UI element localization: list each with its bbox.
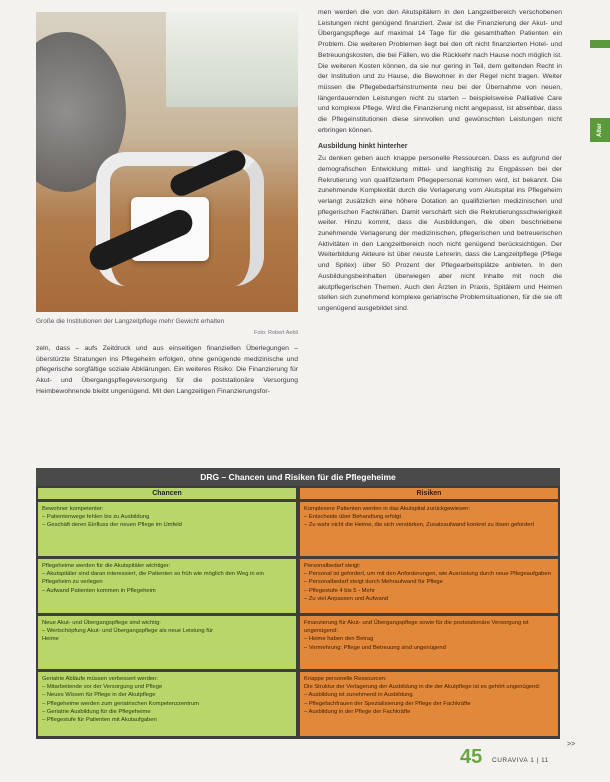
table-cell-line: – Neues Wissen für Pflege in der Akutpflege [42, 692, 156, 699]
table-cell-line: – Entscheide über Behandlung erfolgt [304, 514, 402, 521]
table-cell-line: – Ausbildung in der Pflege der Fachkräfte [304, 708, 411, 715]
right-column [318, 8, 562, 315]
right-column-heading: Ausbildung hinkt hinterher [318, 143, 408, 151]
chances-risks-table [36, 468, 560, 739]
table-cell-line: – Personal ist gefordert, um mit den Anforderungen, wie Ausrüstung durch neue Pflegeaufgaben [304, 571, 551, 578]
table-cell-chance [38, 672, 296, 736]
right-column-intro: men werden die von den Akutspitälern in den Langzeitbereich verschobenen Leistungen nicht genügend finanziert. Zwar ist die Finanzierung der Akut- und Übergangspflege auf maximal 14 Tage für die gesamthaften Patienten ein Problem. Die weiteren Problemen liegt bei den oft nicht finanzierten Hotel- und Betreuungskosten, die bei Fällen, wo die Rückkehr nach Hause noch möglich ist. Die weiteren Kosten können, da sie nur gering in Teil, dem geltenden Recht in der Institution und zu Hause, die Bewohner in der Regel nicht tragen. Weiter müssen die Pflegebedarfsinstrumente neu bei der Übernahme von neuen, längerdauernden Leistungen nicht zu starten – beispielsweise Palliative Care und komplexe Pflege. Wird die Finanzierung nicht angepasst, ist absehbar, dass die Pflegeinstitutionen diese sinnvollen und gewünschten Leistungen nicht erbringen können. [318, 9, 562, 134]
table-cell-line: Knappe personelle Ressourcen: [304, 676, 387, 682]
table-cell-line: – Pflegeheime werden zum geriatrischen Kompetenzzentrum [42, 700, 199, 707]
table-cell-line: – Wertschöpfung Akut- und Übergangspflege als neue Leistung für [42, 628, 214, 635]
table-cell-line: Komplexere Patienten werden in das Akutspital zurückgewiesen: [304, 506, 470, 512]
table-cell-line: – Vermehrung: Pflege und Betreuung sind ungenügend [304, 644, 446, 651]
table-header-chances: Chancen [38, 488, 296, 499]
table-cell-line: – Geschäft deren Einfluss der neuen Pflege im Umfeld [42, 522, 182, 529]
page-number: 45 [460, 746, 483, 768]
right-column-body: Zu denken geben auch knappe personelle Ressourcen. Dass es aufgrund der demografischen Entwicklung mittel- und langfristig zu Engpässen bei der Rekrutierung von qualifiziertem Pflegepersonal kommen wird, ist bekannt. Die zunehmende Komplexität durch die Verlagerung vom Akutspital ins Pflegeheim verlangt zusätzlich eine höhere Dotation an qualifizierten medizinischen und pflegerischen Fachkräften. Damit verschärft sich die Rekrutierungsschwierigkeit weiter. Hinzu kommt, dass die Ausbildungen, die oben beschriebene zunehmende Verlagerung der medizinischen, pflegerischen und betreuerischen Aktivitäten in den Langzeitbereich noch nicht genügend berücksichtigen. Der Weiterbildung Akteure ist über neuste Lehrerin, dass die Langzeitpflege (Pflege und Spitex) über 50 Prozent der Pflegearbeitsplätze anbieten. In den Ausbildungsbeinhalten überwiegen aber nicht Inhalte mit noch die akutpflegerischen Themen. Auch den Ärzten in Praxis, Spitälern und Heimen stellen sich zunehmend komplexe geriatrische Problemsituationen, für die sie oft ungenügend ausgebildet sind. [318, 155, 562, 312]
table-cell-chance [38, 559, 296, 613]
table-cell-line: – Pflegestufe 4 bis 5 - Mehr [304, 587, 375, 594]
table-title: DRG – Chancen und Risiken für die Pflegeheime [36, 468, 560, 486]
table-cell-line: Finanzierung für Akut- und Übergangspflege sowie für die poststationäre Versorgung ist ungenügend: [304, 620, 529, 635]
table-cell-chance [38, 502, 296, 556]
photo-credit: Foto: Robert Aebli [253, 330, 298, 336]
table-cell-chance [38, 616, 296, 669]
table-header-risks: Risiken [300, 488, 558, 499]
photo-walker [36, 12, 298, 312]
table-cell-line: – Patientenwege fehlen bis zu Ausbildung [42, 514, 150, 521]
table-cell-line: Heime [42, 636, 59, 643]
continue-arrows: >> [567, 741, 576, 748]
table-cell-line: – Personalbedarf steigt durch Mehraufwand für Pflege [304, 579, 443, 586]
table-cell-line: – Pflegestufe für Patienten mit Akutaufgaben [42, 717, 157, 724]
left-column [36, 344, 298, 398]
table-cell-line: – Ausbildung ist zunehmend in Ausbildung [304, 692, 413, 699]
table-cell-line: Personalbedarf steigt: [304, 563, 361, 569]
table-cell-line: – Pflegefachfrauen der Spezialisierung der Pflege der Fachkräfte [304, 700, 471, 707]
table-cell-line: – Mitarbeitende vor der Versorgung und Pflege [42, 684, 163, 691]
table-cell-risk [300, 616, 558, 669]
table-cell-line: – Geriatrie Ausbildung für die Pflegeheime [42, 708, 151, 715]
table-cell-line: – Zu wahr nicht die Heime, die sich verstärken, Zusatzaufwand konkret zu lösen gefordert [304, 522, 535, 529]
publication-name: CURAVIVA 1 | 11 [492, 757, 549, 764]
table-cell-line: Bewohner kompetenter: [42, 506, 104, 512]
table-cell-line: – Aufwand Patienten kommen in Pflegeheim [42, 587, 156, 594]
section-tab-marker [590, 40, 610, 48]
left-column-body: zeln, dass – aufs Zeitdruck und aus einseitigen finanziellen Überlegungen – überstürzte Stratungen ins Pflegeheim erfolgen, ohne genügende medizinische und pflegerische sorgfältige soziale Abklärungen. Ein weiteres Risiko: Die Finanzierung für Akut- und Übergangspflegeversorgung für die poststationäre Versorgung Heimbewohnende bleibt ungenügend. Mit den Langzeitigen Finanzierungsfor- [36, 345, 298, 395]
photo-caption: Große die Institutionen der Langzeitpflege mehr Gewicht erhalten [36, 318, 225, 325]
table-cell-line: Neue Akut- und Übergangspflege sind wichtig: [42, 620, 161, 626]
table-cell-risk [300, 502, 558, 556]
section-tab: Alter [590, 118, 610, 142]
table-cell-line: – Akutspitäler sind daran interessiert, die Patienten so früh wie möglich den Weg in ein Pflegeheim zu verlegen [42, 571, 264, 586]
table-cell-line: Die Struktur der Verlagerung der Ausbildung in die der Akutpflege ist es gehört ungenügend: [304, 684, 541, 691]
table-cell-line: Geriatrie Abläufe müssen verbessert werden: [42, 676, 158, 682]
table-cell-risk [300, 559, 558, 613]
table-cell-line: – Heime haben den Betrag [304, 636, 374, 643]
photo-window [166, 12, 298, 107]
table-cell-line: Pflegeheime werden für die Akutspitäler wichtiger: [42, 563, 171, 569]
table-cell-risk [300, 672, 558, 736]
table-cell-line: – Zu viel Anpassen und Aufwand [304, 595, 389, 602]
